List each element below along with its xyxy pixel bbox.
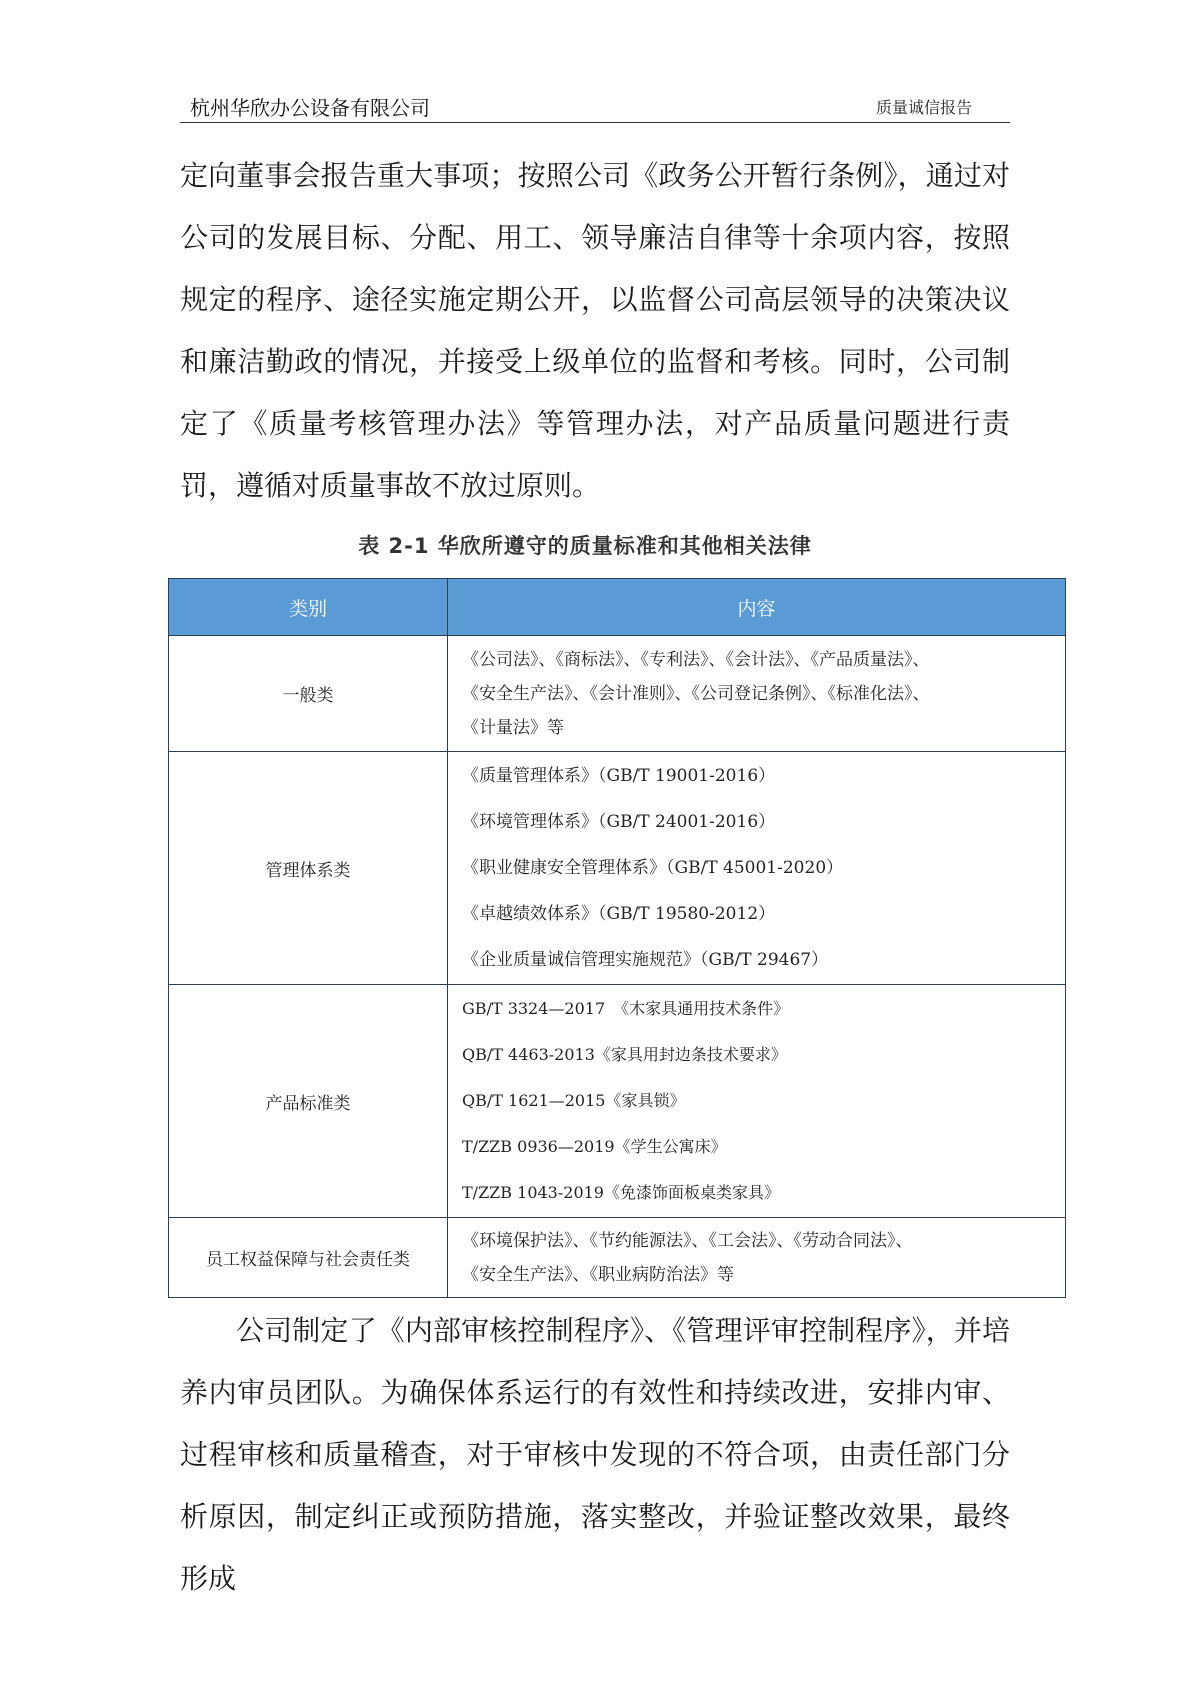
content-line: 《安全生产法》、《会计准则》、《公司登记条例》、《标准化法》、	[462, 683, 930, 704]
column-header-content: 内容	[448, 579, 1066, 636]
content-line: 《质量管理体系》（GB/T 19001-2016）	[462, 766, 776, 786]
category-cell: 员工权益保障与社会责任类	[169, 1218, 448, 1298]
content-line: 《环境管理体系》（GB/T 24001-2016）	[462, 812, 776, 832]
content-line: 《安全生产法》、《职业病防治法》等	[462, 1264, 734, 1285]
table-row	[169, 985, 1066, 1218]
company-name: 杭州华欣办公设备有限公司	[190, 96, 430, 120]
table-caption: 表 2-1 华欣所遵守的质量标准和其他相关法律	[358, 534, 812, 558]
content-line: GB/T 3324—2017 《木家具通用技术条件》	[462, 999, 790, 1018]
body-paragraph-2: 公司制定了《内部审核控制程序》、《管理评审控制程序》，并培养内审员团队。为确保体系运行的有效性和持续改进，安排内审、过程审核和质量稽查，对于审核中发现的不符合项，由责任部门分析原因，制定纠正或预防措施，落实整改，并验证整改效果，最终形成	[180, 1314, 1010, 1595]
table-row	[169, 1218, 1066, 1298]
content-line: QB/T 4463-2013《家具用封边条技术要求》	[462, 1045, 787, 1064]
content-line: 《公司法》、《商标法》、《专利法》、《会计法》、《产品质量法》、	[462, 649, 930, 670]
content-cell	[448, 985, 1066, 1218]
content-line: 《企业质量诚信管理实施规范》（GB/T 29467）	[462, 950, 829, 970]
category-cell: 管理体系类	[169, 752, 448, 985]
content-line: 《职业健康安全管理体系》（GB/T 45001-2020）	[462, 858, 844, 878]
content-cell	[448, 752, 1066, 985]
page-header	[180, 90, 1010, 123]
content-line: T/ZZB 1043-2019《免漆饰面板桌类家具》	[462, 1183, 780, 1202]
content-cell	[448, 1218, 1066, 1298]
body-paragraph-1: 定向董事会报告重大事项；按照公司《政务公开暂行条例》，通过对公司的发展目标、分配、用工、领导廉洁自律等十余项内容，按照规定的程序、途径实施定期公开，以监督公司高层领导的决策决议和廉洁勤政的情况，并接受上级单位的监督和考核。同时，公司制定了《质量考核管理办法》等管理办法，对产品质量问题进行责罚，遵循对质量事故不放过原则。	[180, 159, 1010, 502]
content-line: 《卓越绩效体系》（GB/T 19580-2012）	[462, 904, 776, 924]
category-cell: 产品标准类	[169, 985, 448, 1218]
column-header-category: 类别	[169, 579, 448, 636]
table-row	[169, 752, 1066, 985]
content-line: 《环境保护法》、《节约能源法》、《工会法》、《劳动合同法》、	[462, 1230, 913, 1251]
content-line: T/ZZB 0936—2019《学生公寓床》	[462, 1137, 727, 1156]
report-title: 质量诚信报告	[875, 98, 972, 117]
category-cell: 一般类	[169, 636, 448, 752]
table-row	[169, 636, 1066, 752]
standards-table	[168, 578, 1066, 1298]
content-line: 《计量法》等	[462, 717, 564, 738]
table-header-row	[169, 579, 1066, 636]
content-cell	[448, 636, 1066, 752]
content-line: QB/T 1621—2015《家具锁》	[462, 1091, 686, 1110]
